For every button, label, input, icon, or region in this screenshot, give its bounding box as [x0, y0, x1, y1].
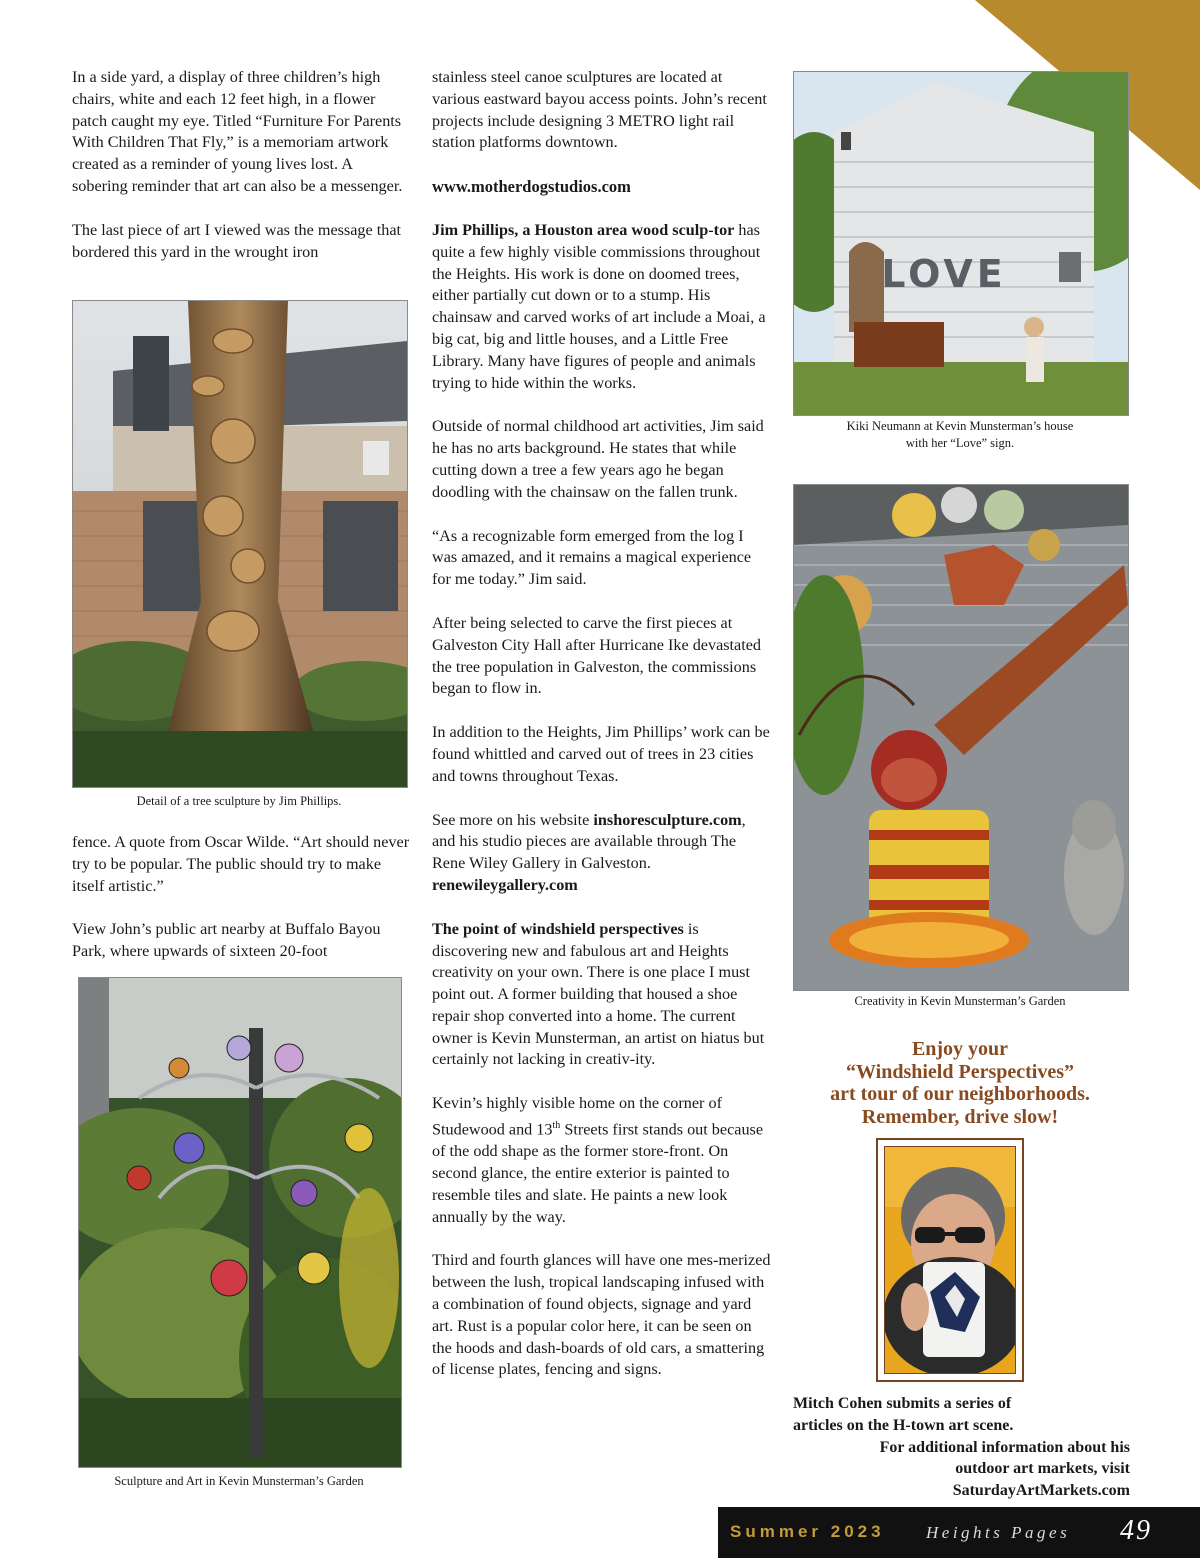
column-2 — [432, 67, 772, 1403]
author-bio — [793, 1393, 1130, 1502]
love-photo-caption — [793, 418, 1127, 452]
bio-line: outdoor art markets, visit — [955, 1460, 1130, 1478]
paragraph — [432, 919, 772, 1072]
paragraph-text: has quite a few highly visible commissions throughout the Heights. His work is done on doomed trees, either partially cut down or to a stump. His chainsaw and carved works of art include a Moai, a big cat, big and little houses, and a Little Free Library. Many have figures of people and animals trying to hide within the works. — [432, 220, 766, 392]
page-footer — [718, 1507, 1200, 1558]
paragraph: fence. A quote from Oscar Wilde. “Art should never try to be popular. The public should try to make itself artistic.” — [72, 833, 410, 895]
paragraph — [432, 1093, 772, 1228]
love-sign-text: LOVE — [881, 252, 1007, 296]
paragraph — [432, 220, 772, 394]
paragraph-text: , and his studio pieces are available through The Rene Wiley Gallery in Galveston. — [432, 810, 746, 873]
paragraph: In a side yard, a display of three children’s high chairs, white and each 12 feet high, in a flower patch caught my eye. Titled “Furniture For Parents With Children That Fly,” is a memoriam artwork created as a reminder of young lives lost. A sobering reminder that art can also be a messenger. — [72, 68, 403, 195]
callout-line: Enjoy your — [911, 1038, 1009, 1060]
paragraph-text: is discovering new and fabulous art and Heights creativity on your own. There is one place I must point out. A former building that housed a shoe repair shop converted into a home. The current owner is Kevin Munsterman, an artist on hiatus but certainly not lacking in creativ-ity. — [432, 919, 765, 1069]
bold-lead: Jim Phillips, a Houston area wood sculp-tor — [432, 220, 735, 239]
callout-line: art tour of our neighborhoods. — [830, 1083, 1090, 1105]
page-number: 49 — [1120, 1515, 1152, 1546]
paragraph-text: Streets first stands out because of the odd shape as the former store-front. On second glance, the entire exterior is painted to resemble tiles and slate. He paints a new look annually by the way. — [432, 1120, 764, 1226]
bio-line: For additional information about his — [879, 1438, 1130, 1456]
website-link-inshore[interactable]: inshoresculpture.com — [593, 810, 742, 829]
paragraph: stainless steel canoe sculptures are located at various eastward bayou access points. John’s recent projects include designing 3 METRO light rail station platforms downtown. — [432, 68, 767, 152]
footer-publication: Heights Pages — [926, 1523, 1071, 1542]
bio-line: articles on the H-town art scene. — [793, 1416, 1014, 1434]
column-1-top — [72, 67, 410, 285]
website-link-saturdayartmarkets[interactable]: SaturdayArtMarkets.com — [952, 1482, 1130, 1500]
tree-sculpture-photo — [72, 300, 408, 788]
enjoy-callout — [800, 1038, 1120, 1128]
author-portrait-frame — [876, 1138, 1024, 1382]
caption-line: Kiki Neumann at Kevin Munsterman’s house — [846, 419, 1074, 433]
column-1-bottom — [72, 832, 410, 985]
website-link-renewiley[interactable]: renewileygallery.com — [432, 875, 578, 894]
footer-season: Summer 2023 — [730, 1522, 885, 1541]
garden-sculpture-photo — [78, 977, 402, 1468]
garden-photo-caption: Sculpture and Art in Kevin Munsterman’s Garden — [114, 1474, 364, 1488]
paragraph: The last piece of art I viewed was the message that bordered this yard in the wrought iron — [72, 220, 402, 261]
superscript: th — [552, 1120, 561, 1132]
paragraph: Outside of normal childhood art activities, Jim said he has no arts background. He states that while cutting down a tree a few years ago he began doodling with the chainsaw on the fallen trunk. — [432, 417, 764, 501]
paragraph-text: See more on his website — [432, 810, 594, 829]
website-link-motherdog[interactable]: www.motherdogstudios.com — [432, 177, 631, 197]
bio-line: Mitch Cohen submits a series of — [793, 1395, 1012, 1412]
creativity-garden-photo — [793, 484, 1129, 991]
callout-line: Remember, drive slow! — [861, 1105, 1059, 1128]
paragraph-text: Kevin’s highly visible home on the corner of Studewood and 13 — [432, 1094, 722, 1139]
paragraph: Third and fourth glances will have one mes-merized between the lush, tropical landscaping infused with a combination of found objects, signage and yard art. Rust is a popular color here, it can be seen on the hoods and dash-boards of old cars, a smattering of license plates, fencing and signs. — [432, 1251, 771, 1379]
tree-photo-caption: Detail of a tree sculpture by Jim Phillips. — [136, 794, 342, 808]
bold-lead: The point of windshield perspectives — [432, 919, 684, 938]
author-portrait — [884, 1146, 1016, 1374]
paragraph: View John’s public art nearby at Buffalo Bayou Park, where upwards of sixteen 20-foot — [72, 920, 381, 961]
creativity-photo-caption: Creativity in Kevin Munsterman’s Garden — [854, 994, 1066, 1008]
love-house-photo — [793, 71, 1129, 416]
paragraph: In addition to the Heights, Jim Phillips’ work can be found whittled and carved out of trees in 23 cities and towns throughout Texas. — [432, 723, 770, 785]
paragraph: After being selected to carve the first pieces at Galveston City Hall after Hurricane Ike devastated the tree population in Galveston, the commissions began to flow in. — [432, 613, 762, 698]
paragraph: “As a recognizable form emerged from the log I was amazed, and it remains a magical experience for me today.” Jim said. — [432, 526, 752, 589]
paragraph — [432, 810, 772, 897]
callout-line: “Windshield Perspectives” — [846, 1060, 1074, 1083]
caption-line: with her “Love” sign. — [905, 436, 1015, 450]
